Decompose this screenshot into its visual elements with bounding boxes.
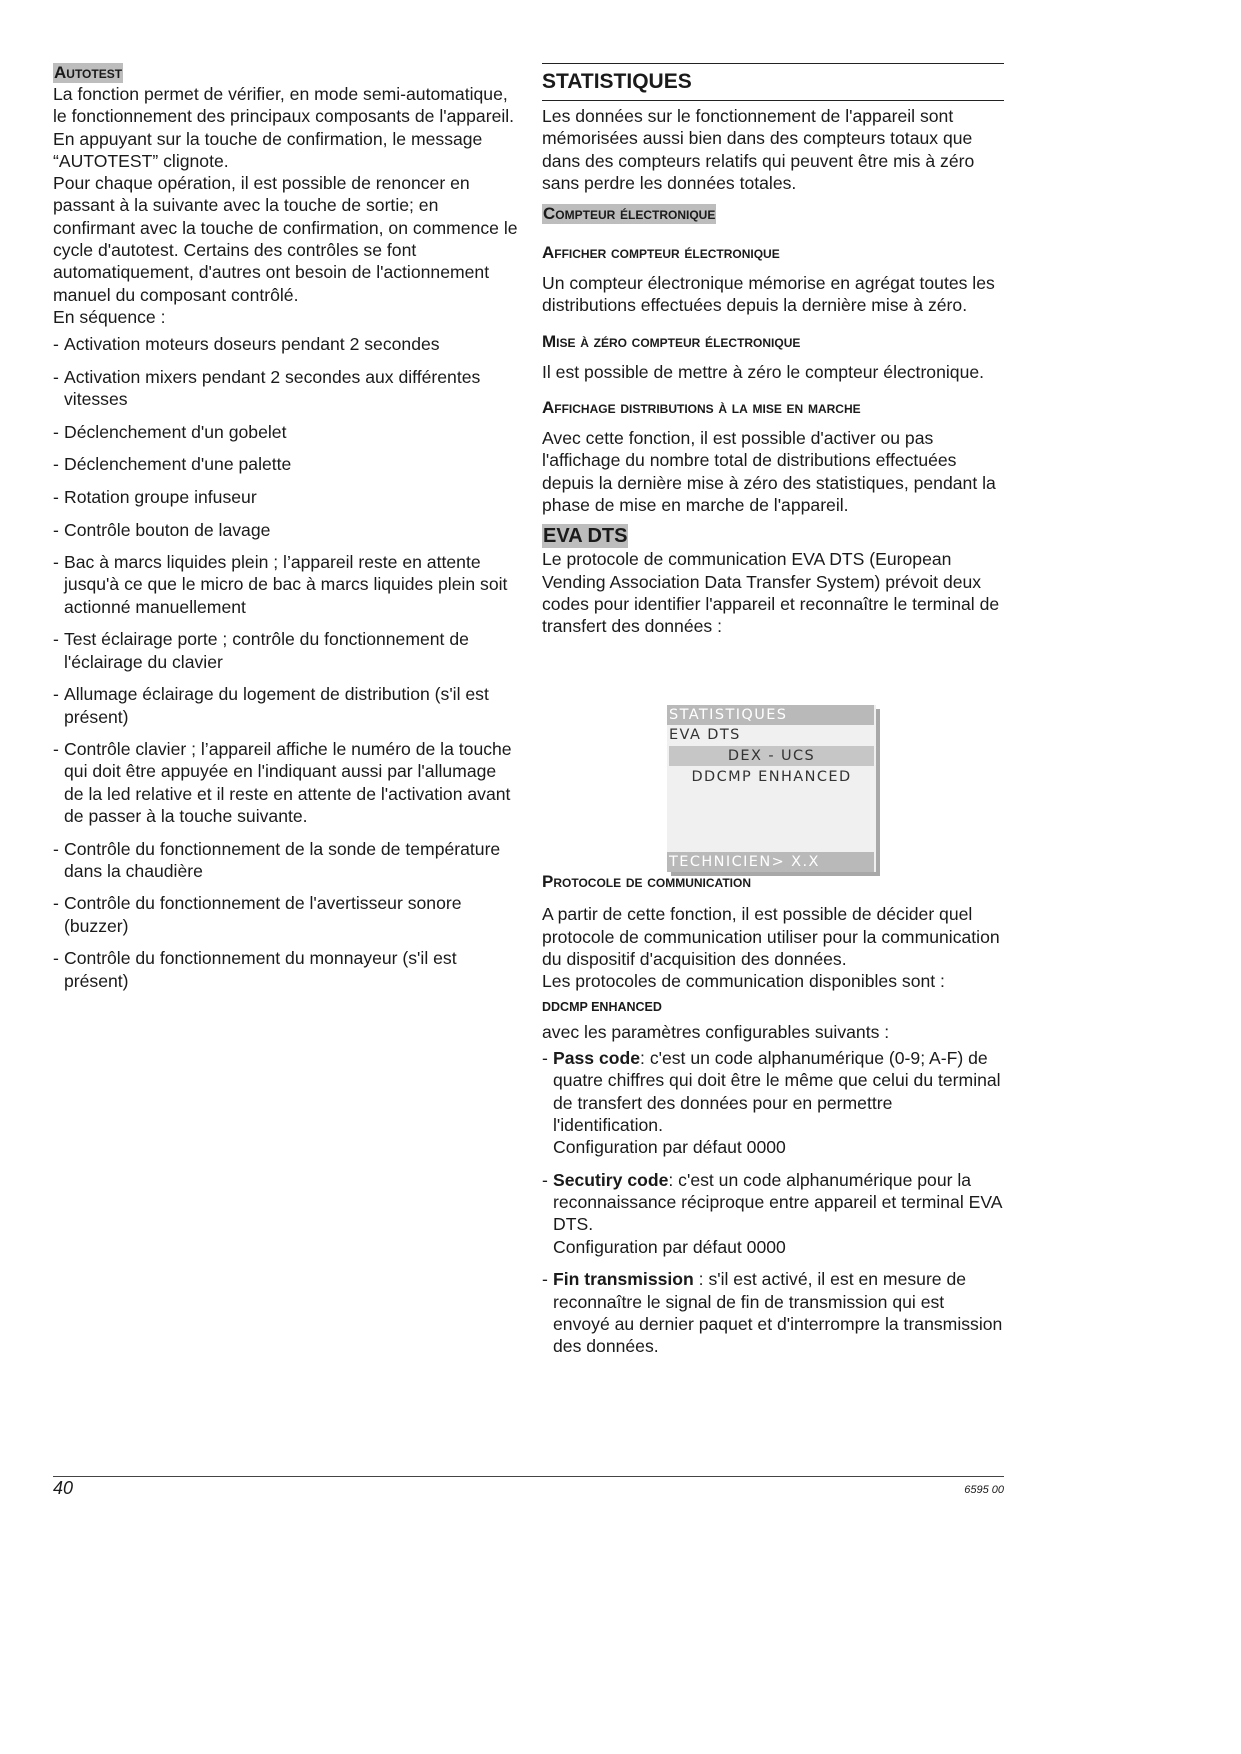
- list-item: - Contrôle du fonctionnement de la sonde de température dans la chaudière: [53, 838, 501, 881]
- list-item: - Fin transmission : s'il est activé, il est en mesure de reconnaître le signal de fin de transmission qui est envoyé au dernier paquet et d'interrompre la transmission des données.: [542, 1269, 1003, 1357]
- affichage-text: Avec cette fonction, il est possible d'activer ou pas l'affichage du nombre total de distributions effectuées depuis la dernière mise à zéro des statistiques, pendant la phase de mise en marche de l'appareil.: [542, 428, 996, 515]
- list-item: - Contrôle clavier ; l’appareil affiche le numéro de la touche qui doit être appuyée en l'indiquant aussi par l'allumage de la led relative et il reste en attente de l'activation avant de passer à la touche suivante.: [53, 739, 512, 826]
- autotest-heading: Autotest: [54, 63, 123, 82]
- screen-option: DDCMP ENHANCED: [691, 769, 852, 785]
- mise-a-zero-text: Il est possible de mettre à zéro le compteur électronique.: [542, 361, 985, 382]
- params-list: [542, 1047, 1004, 1357]
- list-item: - Rotation groupe infuseur: [53, 486, 257, 507]
- list-item: - Contrôle du fonctionnement de l'avertisseur sonore (buzzer): [53, 893, 462, 936]
- list-item: - Bac à marcs liquides plein ; l’appareil reste en attente jusqu'à ce que le micro de bac à marcs liquides plein soit actionné manuellement: [53, 552, 508, 617]
- list-item: - Contrôle du fonctionnement du monnayeur (s'il est présent): [53, 948, 457, 991]
- eva-dts-text: Le protocole de communication EVA DTS (European Vending Association Data Transfer System) prévoit deux codes pour identifier l'appareil et reconnaître le terminal de transfert des données :: [542, 549, 1000, 637]
- protocole-text: A partir de cette fonction, il est possible de décider quel protocole de communication utiliser pour la communication du dispositif d'acquisition des données.: [542, 904, 1000, 970]
- list-item: - Déclenchement d'un gobelet: [53, 421, 287, 442]
- footer-rule: [53, 1476, 1004, 1477]
- list-item: - Test éclairage porte ; contrôle du fonctionnement de l'éclairage du clavier: [53, 629, 469, 672]
- screen-menu-line: EVA DTS: [669, 727, 741, 743]
- list-item: - Activation moteurs doseurs pendant 2 secondes: [53, 334, 440, 355]
- list-item: - Allumage éclairage du logement de distribution (s'il est présent): [53, 684, 489, 727]
- screen-title-bar: STATISTIQUES: [667, 705, 874, 725]
- list-item: - Contrôle bouton de lavage: [53, 519, 271, 540]
- statistiques-intro: Les données sur le fonctionnement de l'appareil sont mémorisées aussi bien dans des compteurs totaux que dans des compteurs relatifs qui peuvent être mis à zéro sans perdre les données totales.: [542, 106, 975, 193]
- autotest-steps-list: [53, 333, 518, 992]
- autotest-paragraph: Pour chaque opération, il est possible de renoncer en passant à la suivante avec la touche de sortie; en confirmant avec la touche de confirmation, on commence le cycle d'autotest. Certains des contrôles se font automatiquement, d'autres ont besoin de l'actionnement manuel du composant contrôlé.: [53, 173, 518, 305]
- list-item: - Déclenchement d'une palette: [53, 454, 292, 475]
- screen-selected-option: DEX - UCS: [669, 746, 874, 766]
- screen-footer-bar: TECHNICIEN> X.X: [667, 852, 874, 872]
- params-intro: avec les paramètres configurables suivants :: [542, 1021, 890, 1042]
- afficher-heading: Afficher compteur électronique: [542, 243, 780, 263]
- protocole-list-intro: Les protocoles de communication disponibles sont :: [542, 971, 945, 992]
- left-column: [53, 63, 518, 1002]
- document-code: 6595 00: [964, 1484, 1004, 1496]
- mise-a-zero-heading: Mise à zéro compteur électronique: [542, 331, 801, 351]
- statistiques-title: STATISTIQUES: [542, 63, 1004, 101]
- list-item: - Secutiry code: c'est un code alphanumérique pour la reconnaissance réciproque entre appareil et terminal EVA DTS. Configuration par défaut 0000: [542, 1169, 1002, 1257]
- protocole-heading: Protocole de communication: [542, 872, 751, 892]
- sequence-label: En séquence :: [53, 306, 166, 327]
- lcd-screen: [667, 705, 876, 872]
- list-item: - Pass code: c'est un code alphanumérique (0-9; A-F) de quatre chiffres qui doit être le même que celui du terminal de transfert des données pour en permettre l'identification. Configuration par défaut 0000: [542, 1047, 1001, 1158]
- eva-dts-heading: EVA DTS: [543, 525, 628, 548]
- ddcmp-heading: DDCMP ENHANCED: [542, 999, 662, 1014]
- list-item: - Activation mixers pendant 2 secondes aux différentes vitesses: [53, 366, 481, 410]
- autotest-intro: La fonction permet de vérifier, en mode semi-automatique, le fonctionnement des principaux composants de l'appareil. En appuyant sur la touche de confirmation, le message “AUTOTEST” clignote.: [53, 84, 515, 171]
- afficher-text: Un compteur électronique mémorise en agrégat toutes les distributions effectuées depuis la dernière mise à zéro.: [542, 273, 995, 316]
- affichage-heading: Affichage distributions à la mise en marche: [542, 398, 861, 418]
- page-number: 40: [53, 1478, 74, 1498]
- compteur-heading: Compteur électronique: [543, 204, 716, 224]
